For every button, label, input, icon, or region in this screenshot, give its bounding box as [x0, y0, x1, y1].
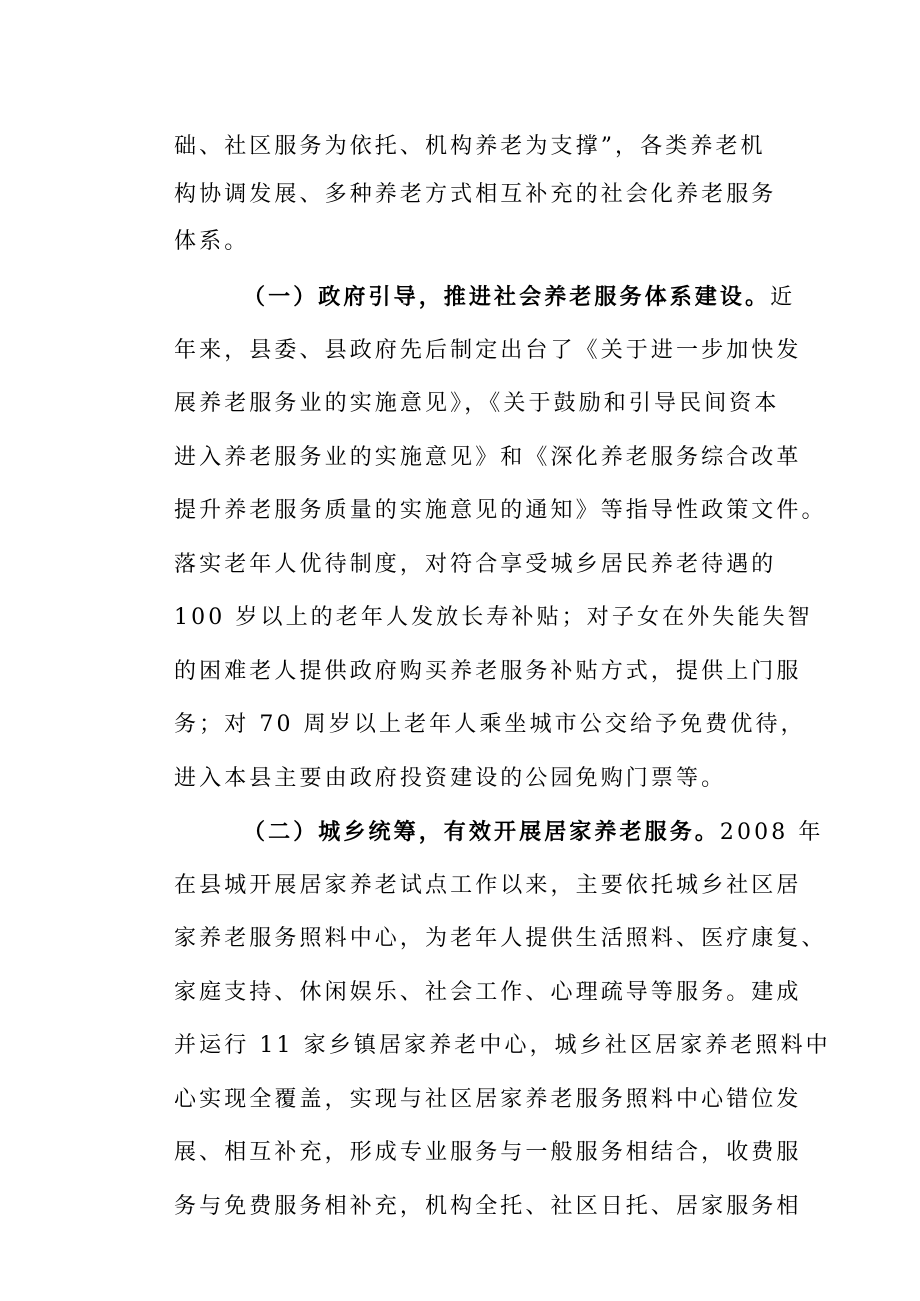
section-2-heading: （二）城乡统筹，有效开展居家养老服务。 — [243, 819, 720, 845]
paragraph-line: 构协调发展、多种养老方式相互补充的社会化养老服务 — [174, 182, 777, 207]
section-2-first-line — [243, 812, 824, 852]
paragraph-line: 心实现全覆盖，实现与社区居家养老服务照料中心错位发 — [174, 1087, 802, 1112]
paragraph-line: 提升养老服务质量的实施意见的通知》等指导性政策文件。 — [174, 498, 827, 523]
paragraph-line: 础、社区服务为依托、机构养老为支撑”，各类养老机 — [174, 134, 766, 159]
paragraph-line: 的困难老人提供政府购买养老服务补贴方式，提供上门服 — [174, 659, 802, 684]
section-2-lead: 2008 年 — [719, 820, 824, 845]
paragraph-line: 家养老服务照料中心，为老年人提供生活照料、医疗康复、 — [174, 926, 827, 951]
section-1-first-line — [243, 277, 795, 317]
paragraph-line: 100 岁以上的老年人发放长寿补贴；对子女在外失能失智 — [174, 605, 813, 630]
section-1-lead: 近 — [770, 285, 796, 310]
paragraph-line: 展养老服务业的实施意见》，《关于鼓励和引导民间资本 — [174, 391, 780, 416]
section-1-heading: （一）政府引导，推进社会养老服务体系建设。 — [243, 284, 771, 310]
paragraph-line: 务；对 70 周岁以上老年人乘坐城市公交给予免费优待， — [174, 712, 806, 737]
paragraph-line: 务与免费服务相补充，机构全托、社区日托、居家服务相 — [174, 1194, 802, 1219]
paragraph-line: 展、相互补充，形成专业服务与一般服务相结合，收费服 — [174, 1140, 802, 1165]
paragraph-line: 进入本县主要由政府投资建设的公园免购门票等。 — [174, 766, 727, 791]
paragraph-line: 体系。 — [174, 229, 250, 254]
paragraph-line: 落实老年人优待制度，对符合享受城乡居民养老待遇的 — [174, 552, 777, 577]
paragraph-line: 年来，县委、县政府先后制定出台了《关于进一步加快发 — [174, 338, 802, 363]
paragraph-line: 家庭支持、休闲娱乐、社会工作、心理疏导等服务。建成 — [174, 980, 802, 1005]
paragraph-line: 进入养老服务业的实施意见》和《深化养老服务综合改革 — [174, 445, 802, 470]
paragraph-line: 并运行 11 家乡镇居家养老中心，城乡社区居家养老照料中 — [174, 1033, 831, 1058]
paragraph-line: 在县城开展居家养老试点工作以来，主要依托城乡社区居 — [174, 873, 802, 898]
